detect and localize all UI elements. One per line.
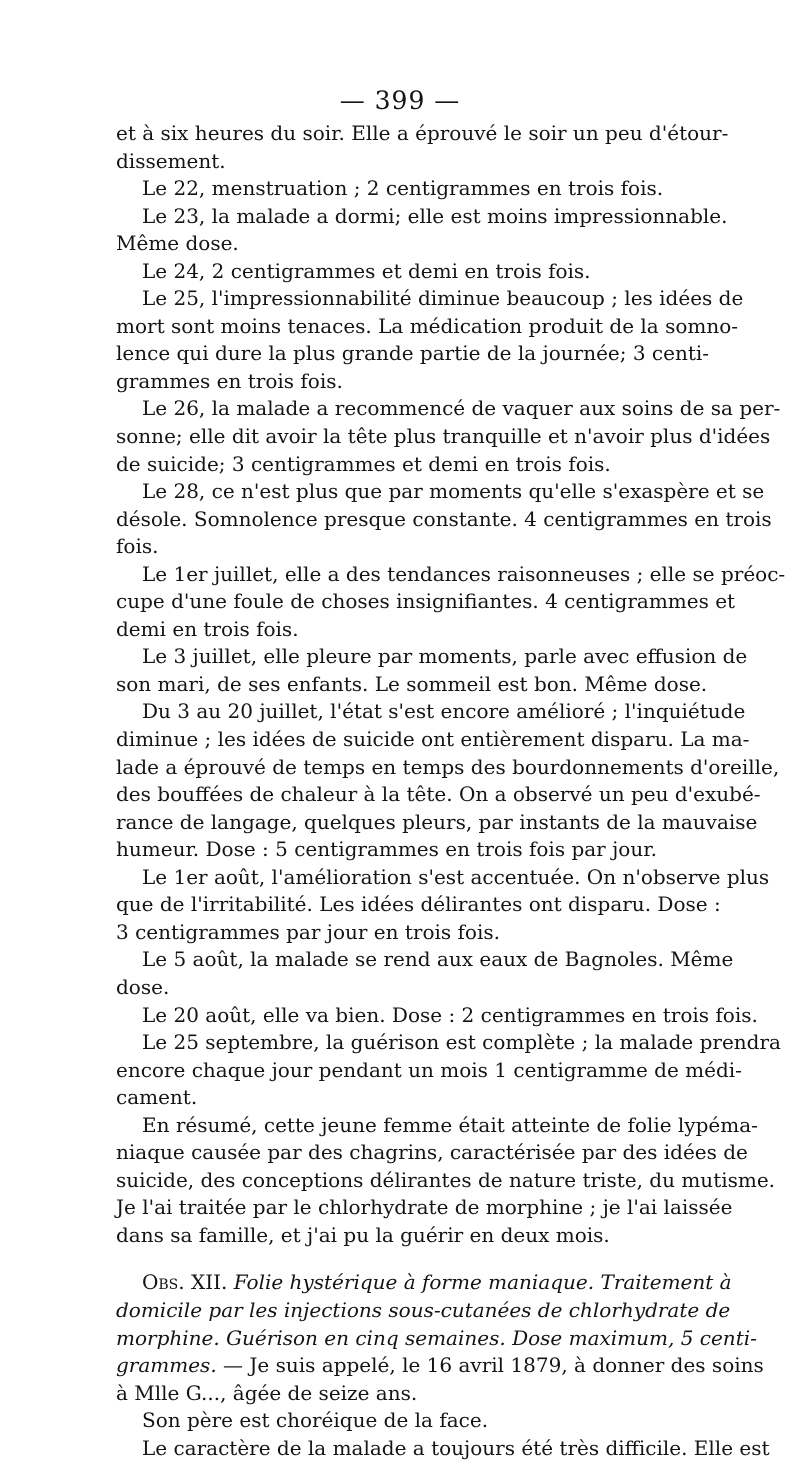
text-line: Le 25, l'impressionnabilité diminue beaucoup ; les idées de — [142, 286, 744, 311]
body-text — [116, 120, 786, 1462]
observation-line — [116, 1269, 732, 1297]
text-line: lade a éprouvé de temps en temps des bourdonnements d'oreille, — [116, 754, 780, 779]
text-line: Le 26, la malade a recommencé de vaquer aux soins de sa per- — [142, 396, 781, 421]
text-line: que de l'irritabilité. Les idées délirantes ont disparu. Dose : — [116, 892, 721, 917]
text-line: Je l'ai traitée par le chlorhydrate de morphine ; je l'ai laissée — [116, 1195, 733, 1220]
text-line: humeur. Dose : 5 centigrammes en trois fois par jour. — [116, 837, 657, 862]
observation-label: Obs. XII. — [142, 1270, 228, 1295]
text-line: lence qui dure la plus grande partie de la journée; 3 centi- — [116, 341, 710, 366]
text-line: suicide, des conceptions délirantes de nature triste, du mutisme. — [116, 1167, 776, 1192]
text-line: Le 25 septembre, la guérison est complète ; la malade prendra — [142, 1030, 781, 1055]
paragraphs-after — [116, 1380, 770, 1462]
text-line: dose. — [116, 974, 170, 999]
text-line: grammes en trois fois. — [116, 368, 343, 393]
text-line: Le 3 juillet, elle pleure par moments, parle avec effusion de — [142, 644, 748, 669]
text-line: sonne; elle dit avoir la tête plus tranquille et n'avoir plus d'idées — [116, 424, 771, 449]
text-line: Le caractère de la malade a toujours été très difficile. Elle est — [142, 1435, 770, 1460]
observation-title-line: domicile par les injections sous-cutanées de chlorhydrate de — [116, 1297, 731, 1322]
text-line: encore chaque jour pendant un mois 1 centigramme de médi- — [116, 1057, 742, 1082]
text-line: des bouffées de chaleur à la tête. On a observé un peu d'exubé- — [116, 782, 761, 807]
text-line: Son père est choréique de la face. — [142, 1408, 489, 1433]
text-line: Le 20 août, elle va bien. Dose : 2 centigrammes en trois fois. — [142, 1002, 758, 1027]
text-line: dans sa famille, et j'ai pu la guérir en deux mois. — [116, 1222, 610, 1247]
text-line: et à six heures du soir. Elle a éprouvé le soir un peu d'étour- — [116, 121, 729, 145]
observation-heading — [116, 1269, 764, 1379]
observation-line — [116, 1352, 764, 1380]
text-line: 3 centigrammes par jour en trois fois. — [116, 919, 500, 944]
observation-text: — Je suis appelé, le 16 avril 1879, à donner des soins — [216, 1353, 764, 1378]
page-number: — 399 — — [339, 86, 461, 115]
text-line: fois. — [116, 534, 159, 559]
text-line: niaque causée par des chagrins, caractérisée par des idées de — [116, 1140, 748, 1165]
text-line: mort sont moins tenaces. La médication produit de la somno- — [116, 313, 739, 338]
text-line: Le 28, ce n'est plus que par moments qu'elle s'exaspère et se — [142, 479, 765, 504]
text-line: Du 3 au 20 juillet, l'état s'est encore amélioré ; l'inquiétude — [142, 699, 746, 724]
text-line: son mari, de ses enfants. Le sommeil est bon. Même dose. — [116, 671, 708, 696]
observation-title-part: Folie hystérique à forme maniaque. Traitement à — [233, 1270, 732, 1295]
text-line: Le 22, menstruation ; 2 centigrammes en trois fois. — [142, 176, 664, 201]
text-line: En résumé, cette jeune femme était atteinte de folie lypéma- — [142, 1112, 758, 1137]
text-line: Même dose. — [116, 231, 239, 256]
text-line: dissement. — [116, 148, 226, 173]
text-line: Le 24, 2 centigrammes et demi en trois fois. — [142, 258, 591, 283]
text-line: cupe d'une foule de choses insignifiantes. 4 centigrammes et — [116, 589, 736, 614]
text-line: Le 5 août, la malade se rend aux eaux de Bagnoles. Même — [142, 947, 734, 972]
text-line: de suicide; 3 centigrammes et demi en trois fois. — [116, 451, 611, 476]
section-gap — [116, 1249, 682, 1269]
text-line: demi en trois fois. — [116, 616, 299, 641]
text-line: Le 23, la malade a dormi; elle est moins impressionnable. — [142, 203, 728, 228]
observation-title-end: grammes. — [116, 1353, 217, 1378]
text-line: diminue ; les idées de suicide ont entièrement disparu. La ma- — [116, 727, 750, 752]
text-line: Le 1er juillet, elle a des tendances raisonneuses ; elle se préoc- — [142, 561, 786, 586]
text-line: cament. — [116, 1085, 198, 1110]
text-line: à Mlle G..., âgée de seize ans. — [116, 1380, 418, 1405]
text-line: désole. Somnolence presque constante. 4 centigrammes en trois — [116, 506, 772, 531]
observation-title-line: morphine. Guérison en cinq semaines. Dose maximum, 5 centi- — [116, 1325, 757, 1350]
paragraphs-main — [116, 120, 786, 1249]
text-line: Le 1er août, l'amélioration s'est accentuée. On n'observe plus — [142, 864, 770, 889]
text-line: rance de langage, quelques pleurs, par instants de la mauvaise — [116, 809, 758, 834]
